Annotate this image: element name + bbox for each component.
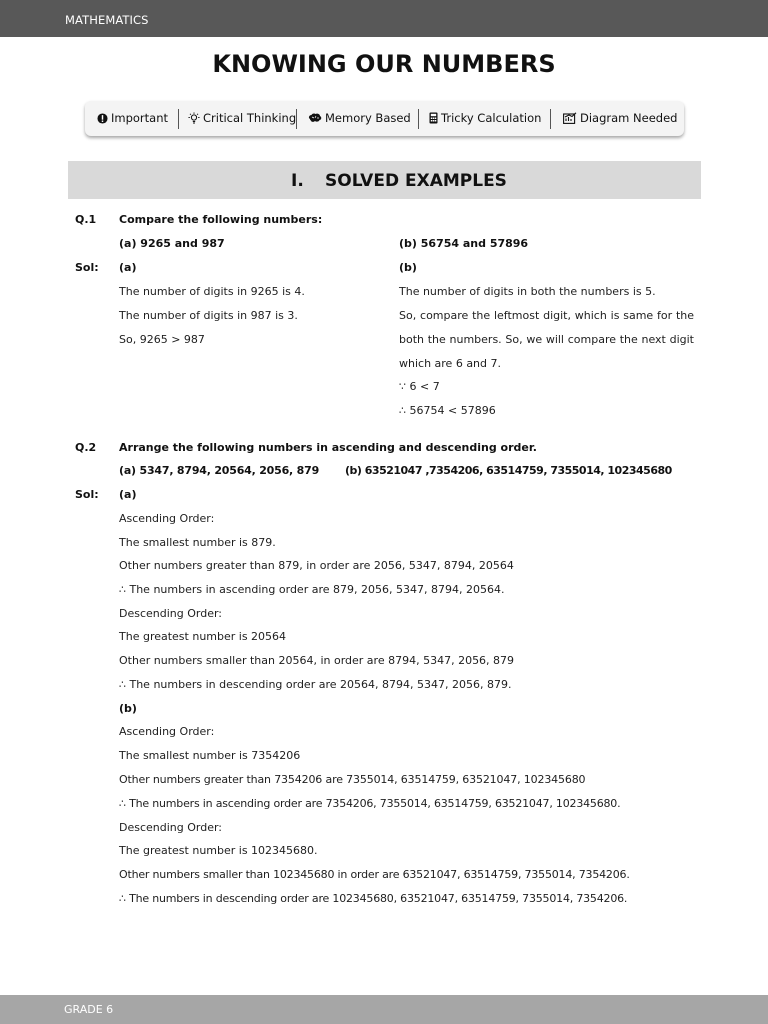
page-footer (0, 995, 768, 1024)
question-part-b: (b) 56754 and 57896 (399, 237, 529, 250)
legend-divider (296, 109, 297, 129)
question-text: Arrange the following numbers in ascending and descending order. (119, 441, 537, 454)
question-part-a: (a) 5347, 8794, 20564, 2056, 879 (119, 464, 320, 477)
legend-item-diagram-needed (562, 111, 677, 125)
solution-line: ∴ The numbers in ascending order are 7354206, 7355014, 63514759, 63521047, 102345680. (119, 797, 621, 810)
solution-line: The greatest number is 102345680. (119, 844, 318, 857)
solution-line: ∴ The numbers in descending order are 20564, 8794, 5347, 2056, 879. (119, 678, 512, 691)
legend-divider (178, 109, 179, 129)
page-header (0, 0, 768, 37)
section-heading (68, 161, 701, 199)
legend-item-memory-based (308, 111, 411, 125)
question-part-b: (b) 63521047 ,7354206, 63514759, 7355014, 102345680 (345, 464, 672, 477)
solution-line: Other numbers greater than 7354206 are 7355014, 63514759, 63521047, 102345680 (119, 773, 586, 786)
solution-part-a-head: (a) (119, 261, 137, 274)
solution-line: The smallest number is 7354206 (119, 749, 301, 762)
solution-line: So, compare the leftmost digit, which is same for the (399, 309, 694, 322)
question-text: Compare the following numbers: (119, 213, 323, 226)
solution-line: ∵ 6 < 7 (399, 380, 440, 393)
legend-item-important (96, 111, 168, 125)
legend-label: Critical Thinking (203, 111, 297, 125)
legend-bar (85, 101, 684, 136)
solution-line: The greatest number is 20564 (119, 630, 287, 643)
solution-line: Descending Order: (119, 607, 223, 620)
legend-item-tricky-calculation (428, 111, 541, 125)
bulb-icon (188, 112, 200, 124)
exclamation-circle-icon (96, 112, 108, 124)
solution-line: Other numbers greater than 879, in order are 2056, 5347, 8794, 20564 (119, 559, 514, 572)
legend-label: Important (111, 111, 169, 125)
solution-label: Sol: (75, 261, 99, 274)
calculator-icon (428, 112, 438, 124)
question-number: Q.1 (75, 213, 97, 226)
solution-line: Other numbers smaller than 20564, in order are 8794, 5347, 2056, 879 (119, 654, 515, 667)
subject-label: MATHEMATICS (65, 13, 149, 27)
section-number: I. (291, 171, 304, 191)
section-title: SOLVED EXAMPLES (325, 171, 507, 191)
solution-line: Other numbers smaller than 102345680 in order are 63521047, 63514759, 7355014, 7354206. (119, 868, 630, 881)
legend-label: Tricky Calculation (441, 111, 542, 125)
solution-line: Descending Order: (119, 821, 223, 834)
solution-line: The number of digits in both the numbers is 5. (399, 285, 656, 298)
question-number: Q.2 (75, 441, 97, 454)
solution-part-b-head: (b) (399, 261, 417, 274)
legend-label: Memory Based (325, 111, 411, 125)
legend-divider (418, 109, 419, 129)
grade-label: GRADE 6 (64, 1003, 114, 1016)
solution-line: ∴ The numbers in ascending order are 879, 2056, 5347, 8794, 20564. (119, 583, 505, 596)
page-title: KNOWING OUR NUMBERS (212, 50, 556, 78)
solution-line: So, 9265 > 987 (119, 333, 205, 346)
solution-line: Ascending Order: (119, 725, 215, 738)
legend-label: Diagram Needed (580, 111, 678, 125)
solution-line: ∴ The numbers in descending order are 102345680, 63521047, 63514759, 7355014, 7354206. (119, 892, 628, 905)
legend-item-critical-thinking (188, 111, 296, 125)
solution-part-a-head: (a) (119, 488, 137, 501)
solution-line: The number of digits in 9265 is 4. (119, 285, 305, 298)
solution-line: ∴ 56754 < 57896 (399, 404, 496, 417)
solution-line: Ascending Order: (119, 512, 215, 525)
chart-icon (562, 112, 577, 124)
solution-line: The number of digits in 987 is 3. (119, 309, 298, 322)
solution-label: Sol: (75, 488, 99, 501)
legend-divider (550, 109, 551, 129)
solution-line: both the numbers. So, we will compare the next digit (399, 333, 694, 346)
brain-icon (308, 112, 322, 124)
solution-line: The smallest number is 879. (119, 536, 276, 549)
solution-part-b-head: (b) (119, 702, 137, 715)
solution-line: which are 6 and 7. (399, 357, 502, 370)
question-part-a: (a) 9265 and 987 (119, 237, 225, 250)
